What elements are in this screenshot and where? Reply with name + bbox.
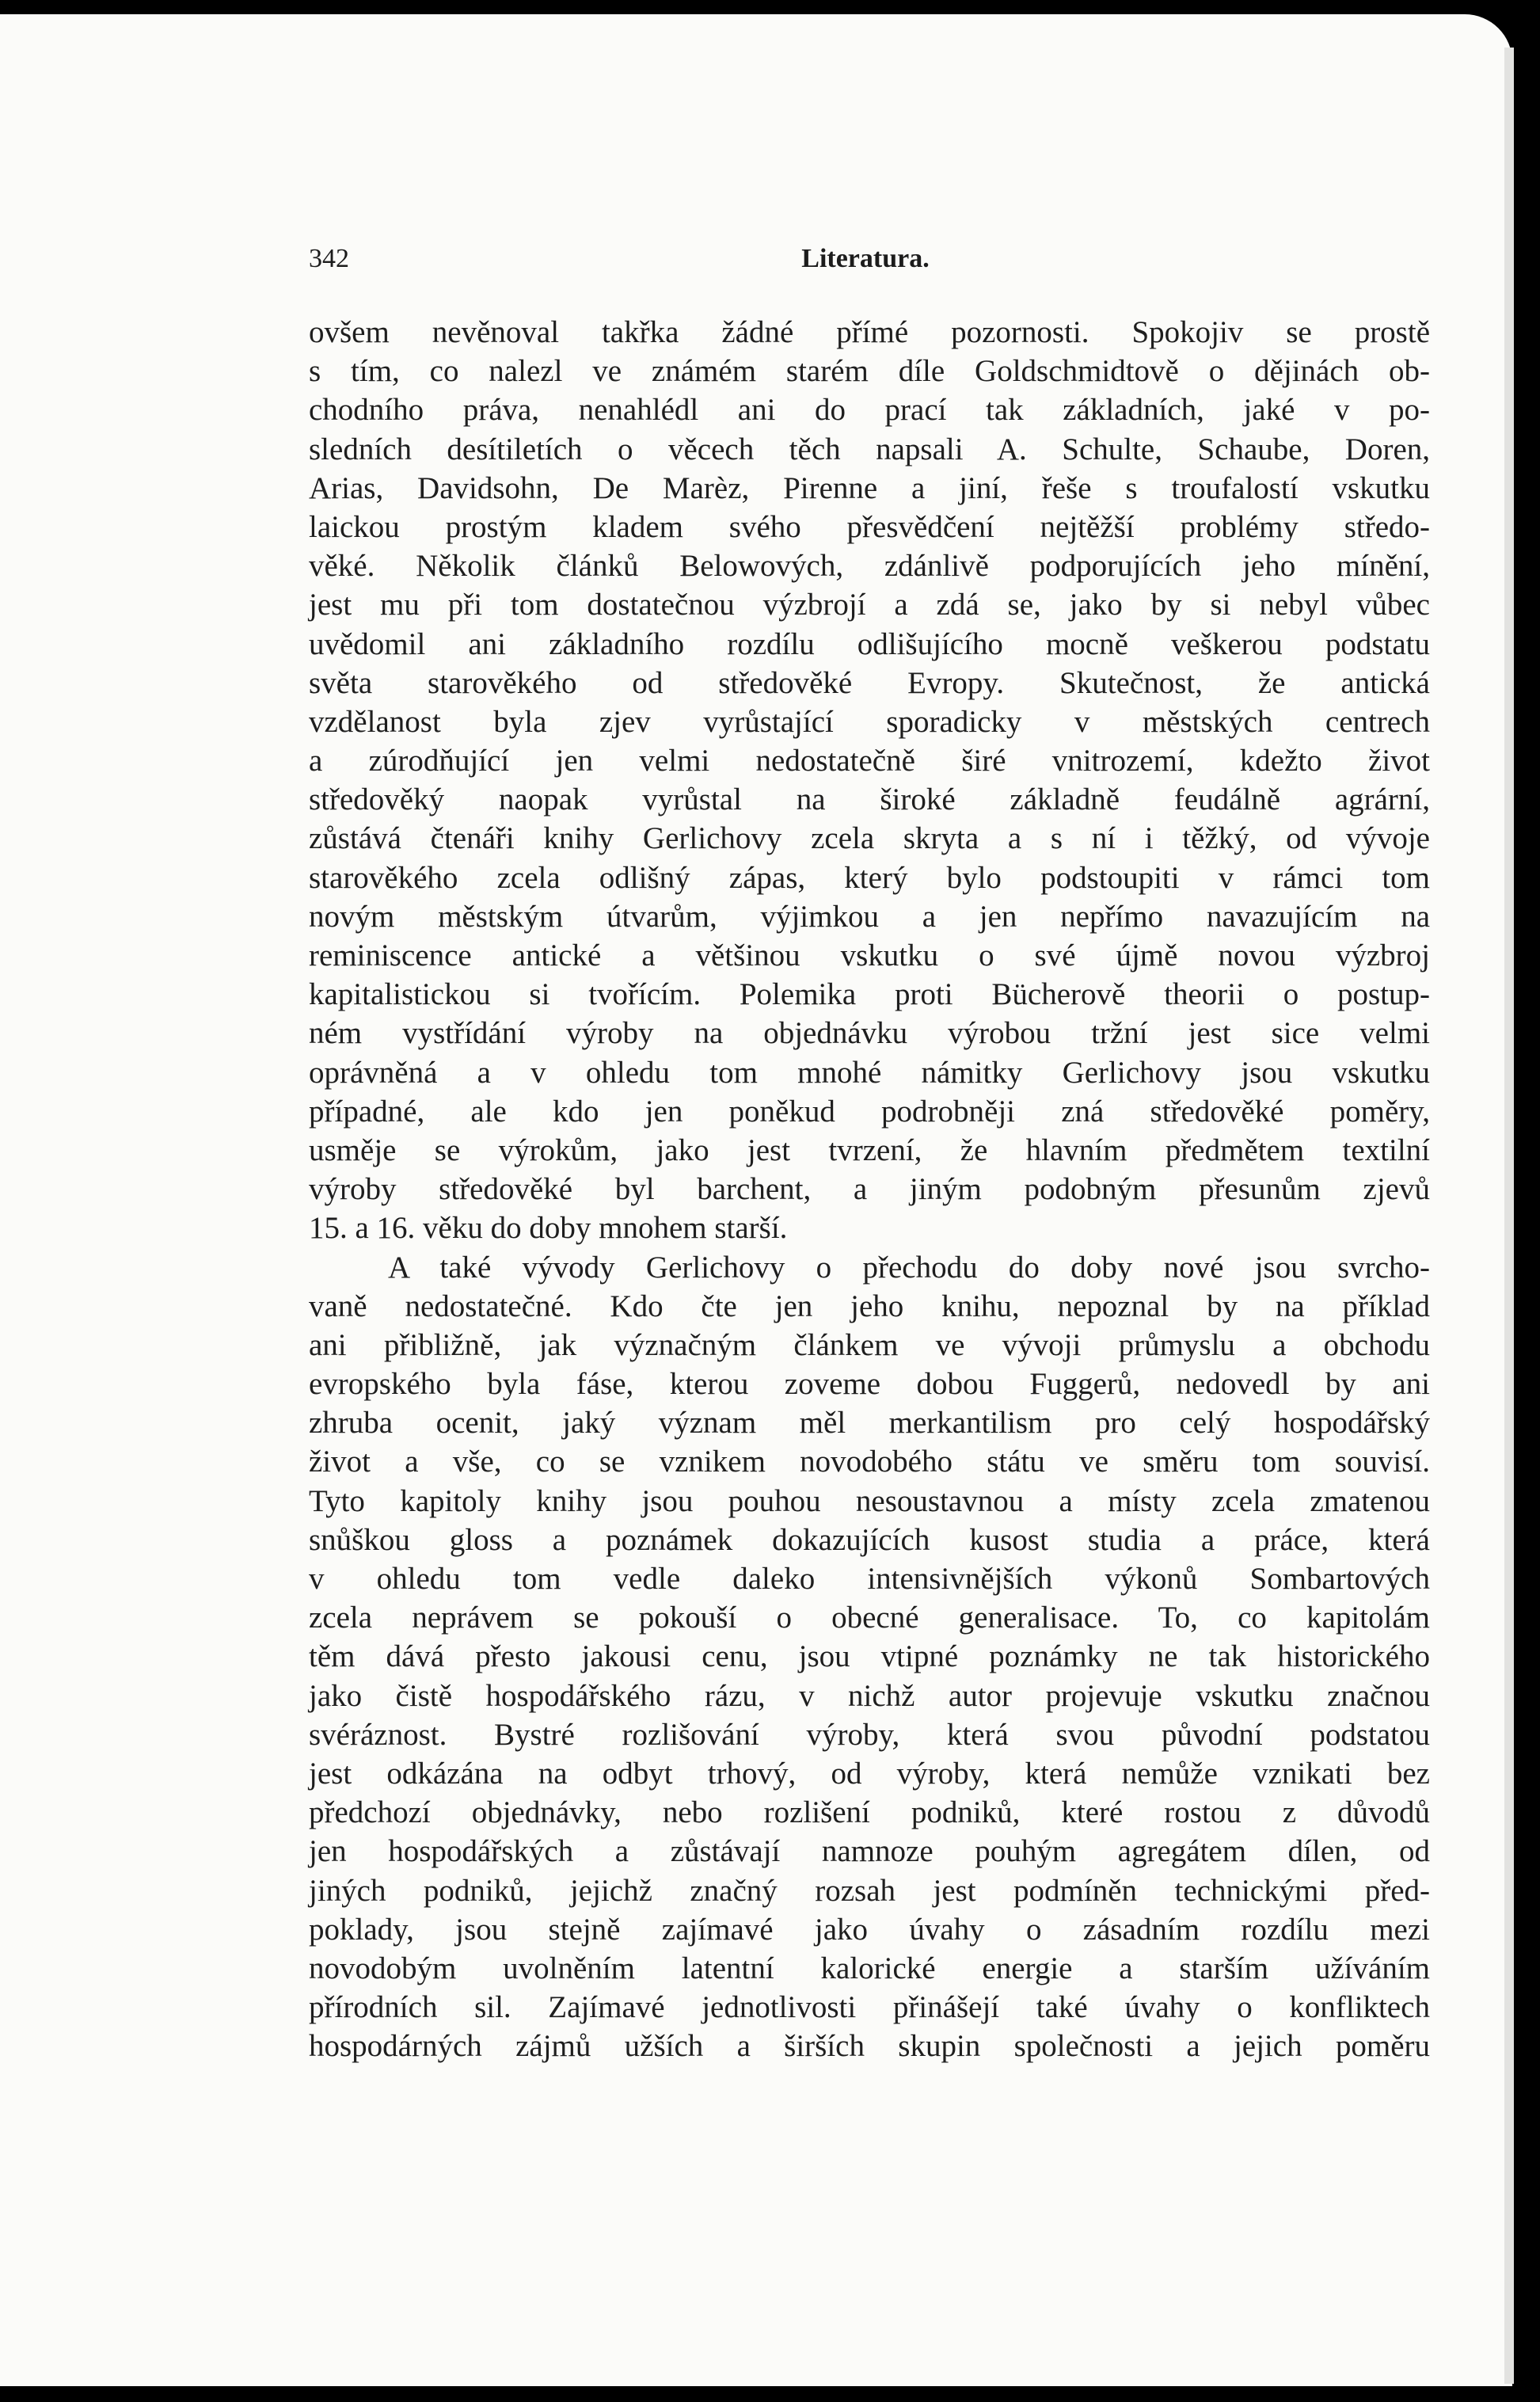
text-line: zcela neprávem se pokouší o obecné generalisace. To, co kapitolám	[309, 1601, 1430, 1635]
text-line: zhruba ocenit, jaký význam měl merkantilism pro celý hospodářský	[309, 1406, 1430, 1441]
text-line: případné, ale kdo jen poněkud podrobněji zná středověké poměry,	[309, 1094, 1430, 1129]
text-line: hospodárných zájmů užších a širších skupin společnosti a jejich poměru	[309, 2029, 1430, 2064]
text-line: uvědomil ani základního rozdílu odlišujícího mocně veškerou podstatu	[309, 626, 1430, 661]
text-line: snůškou gloss a poznámek dokazujících kusost studia a práce, která	[309, 1522, 1430, 1557]
text-line: reminiscence antické a většinou vskutku o své újmě novou výzbroj	[309, 938, 1430, 973]
text-line: starověkého zcela odlišný zápas, který bylo podstoupiti v rámci tom	[309, 860, 1430, 895]
text-line: světa starověkého od středověké Evropy. Skutečnost, že antická	[309, 665, 1430, 700]
running-head: Literatura.	[801, 244, 930, 273]
text-line: laickou prostým kladem svého přesvědčení nejtěžší problémy středo-	[309, 509, 1430, 544]
text-line: jest mu při tom dostatečnou výzbrojí a zdá se, jako by si nebyl vůbec	[309, 588, 1430, 622]
text-line: sledních desítiletích o věcech těch napsali A. Schulte, Schaube, Doren,	[309, 432, 1430, 466]
page-header	[309, 244, 1422, 285]
text-line: novodobým uvolněním latentní kalorické energie a starším užíváním	[309, 1951, 1430, 1985]
text-line: věké. Několik článků Belowových, zdánlivě podporujících jeho mínění,	[309, 549, 1430, 584]
text-line: vaně nedostatečné. Kdo čte jen jeho knihu, nepoznal by na příklad	[309, 1289, 1430, 1323]
text-line: poklady, jsou stejně zajímavé jako úvahy o zásadním rozdílu mezi	[309, 1912, 1430, 1947]
text-line: novým městským útvarům, výjimkou a jen nepřímo navazujícím na	[309, 899, 1430, 934]
text-line: oprávněná a v ohledu tom mnohé námitky Gerlichovy jsou vskutku	[309, 1055, 1430, 1090]
text-line: Tyto kapitoly knihy jsou pouhou nesoustavnou a místy zcela zmatenou	[309, 1483, 1430, 1518]
text-line: jest odkázána na odbyt trhový, od výroby, která nemůže vznikati bez	[309, 1756, 1430, 1791]
text-line: jen hospodářských a zůstávají namnoze pouhým agregátem dílen, od	[309, 1834, 1430, 1869]
text-line: Arias, Davidsohn, De Marèz, Pirenne a jiní, řeše s troufalostí vskutku	[309, 470, 1430, 505]
text-line: kapitalistickou si tvořícím. Polemika proti Bücherově theorii o postup-	[309, 977, 1430, 1012]
text-line: jako čistě hospodářského rázu, v nichž autor projevuje vskutku značnou	[309, 1678, 1430, 1713]
text-line: jiných podniků, jejichž značný rozsah jest podmíněn technickými před-	[309, 1873, 1430, 1908]
paragraph-end-line: 15. a 16. věku do doby mnohem starší.	[309, 1211, 788, 1246]
text-line: vzdělanost byla zjev vyrůstající sporadicky v městských centrech	[309, 704, 1430, 739]
text-line: usměje se výrokům, jako jest tvrzení, že hlavním předmětem textilní	[309, 1132, 1430, 1167]
text-line: předchozí objednávky, nebo rozlišení podniků, které rostou z důvodů	[309, 1795, 1430, 1830]
text-line: a zúrodňující jen velmi nedostatečně širé vnitrozemí, kdežto život	[309, 744, 1430, 778]
paragraph-start-line: A také vývody Gerlichovy o přechodu do doby nové jsou svrcho-	[388, 1250, 1430, 1285]
page-edge-shadow	[1504, 48, 1514, 2384]
text-line: středověký naopak vyrůstal na široké základně feudálně agrární,	[309, 782, 1430, 817]
text-line: chodního práva, nenahlédl ani do prací tak základních, jaké v po-	[309, 393, 1430, 428]
text-line: těm dává přesto jakousi cenu, jsou vtipné poznámky ne tak historického	[309, 1639, 1430, 1674]
text-line: evropského byla fáse, kterou zoveme dobou Fuggerů, nedovedl by ani	[309, 1367, 1430, 1402]
text-line: život a vše, co se vznikem novodobého státu ve směru tom souvisí.	[309, 1445, 1430, 1479]
text-line: přírodních sil. Zajímavé jednotlivosti přinášejí také úvahy o konfliktech	[309, 1990, 1430, 2025]
text-line: zůstává čtenáři knihy Gerlichovy zcela skryta a s ní i těžký, od vývoje	[309, 821, 1430, 856]
text-line: ném vystřídání výroby na objednávku výrobou tržní jest sice velmi	[309, 1016, 1430, 1051]
text-line: výroby středověké byl barchent, a jiným podobným přesunům zjevů	[309, 1172, 1430, 1207]
text-line: ovšem nevěnoval takřka žádné přímé pozornosti. Spokojiv se prostě	[309, 315, 1430, 349]
page-number: 342	[309, 244, 349, 273]
text-line: ani přibližně, jak význačným článkem ve vývoji průmyslu a obchodu	[309, 1327, 1430, 1362]
text-line: s tím, co nalezl ve známém starém díle Goldschmidtově o dějinách ob-	[309, 354, 1430, 389]
text-line: v ohledu tom vedle daleko intensivnějších výkonů Sombartových	[309, 1562, 1430, 1596]
text-line: svéráznost. Bystré rozlišování výroby, která svou původní podstatou	[309, 1717, 1430, 1752]
body-text	[309, 313, 1430, 2065]
